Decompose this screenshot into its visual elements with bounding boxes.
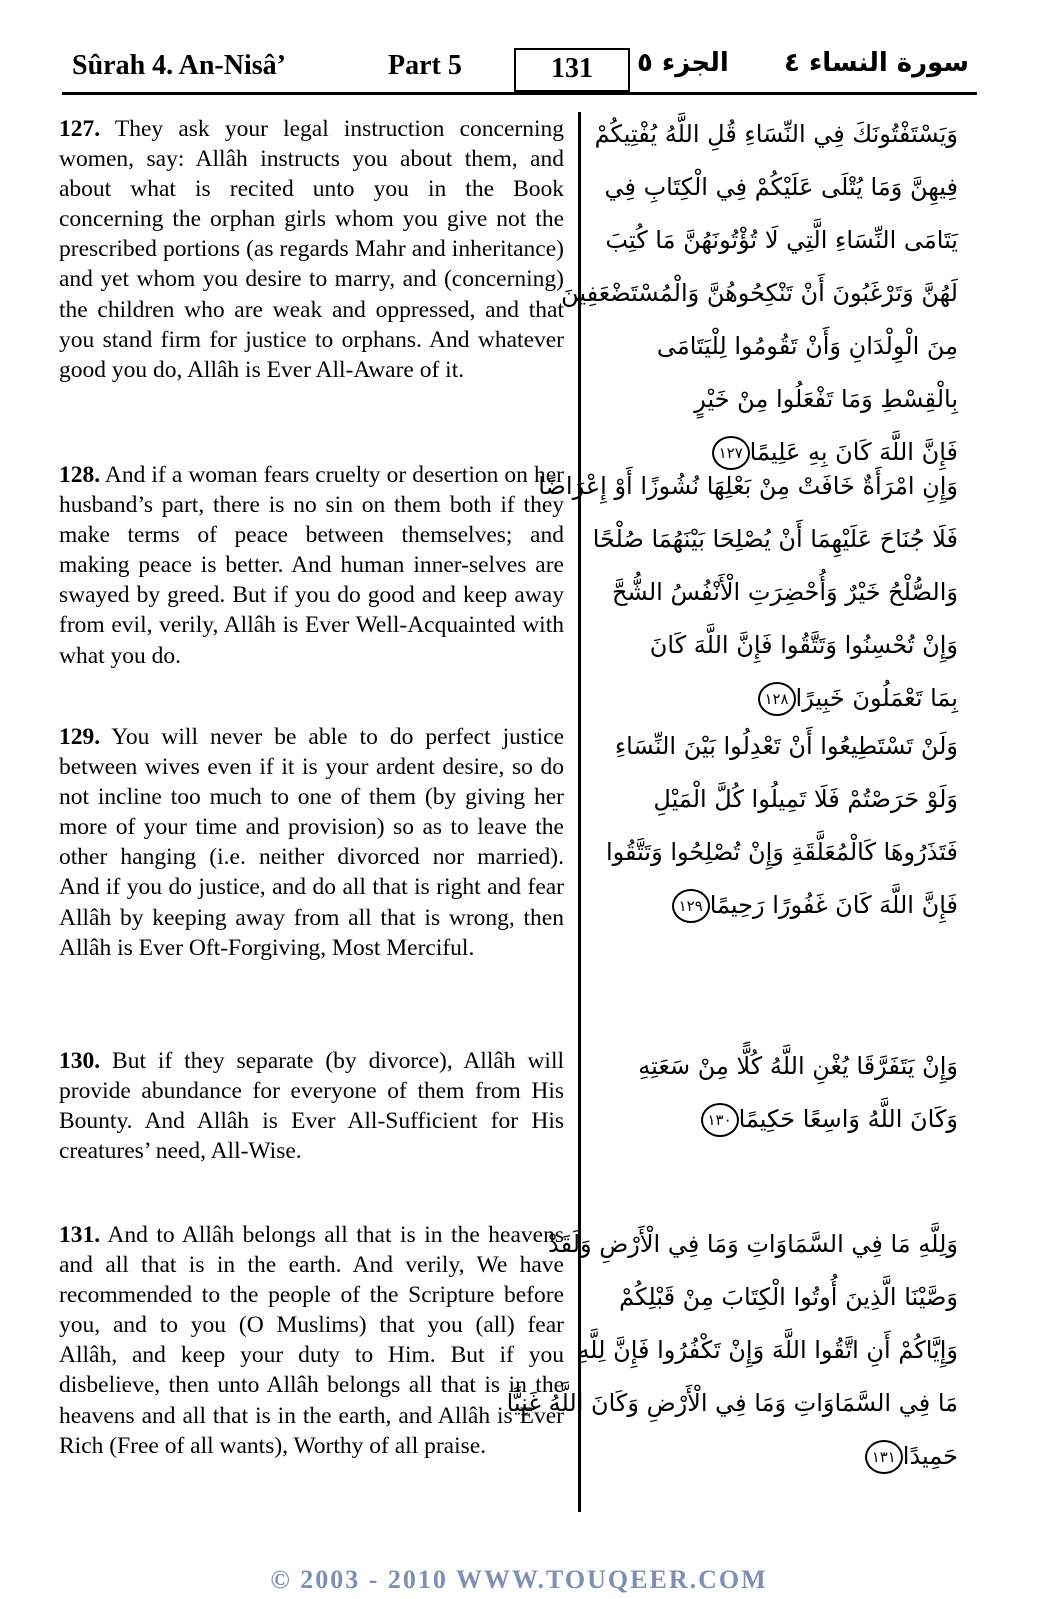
- verse-end-marker-icon: ١٢٨: [758, 682, 796, 716]
- arabic-line: يَتَامَى النِّسَاءِ الَّتِي لَا تُؤْتُونَهُنَّ مَا كُتِبَ: [605, 226, 958, 254]
- verse-end-marker-icon: ١٢٧: [712, 436, 750, 470]
- arabic-line: فِيهِنَّ وَمَا يُتْلَى عَلَيْكُمْ فِي الْكِتَابِ فِي: [604, 173, 958, 201]
- arabic-line: وَالصُّلْحُ خَيْرٌ وَأُحْضِرَتِ الْأَنْفُسُ الشُّحَّ: [611, 578, 958, 606]
- verse-end-marker-icon: ١٢٩: [672, 889, 710, 923]
- arabic-line: مَا فِي السَّمَاوَاتِ وَمَا فِي الْأَرْضِ وَكَانَ اللَّهُ غَنِيًّا: [506, 1389, 958, 1417]
- arabic-verse-130: [596, 1040, 958, 1146]
- arabic-line: وَيَسْتَفْتُونَكَ فِي النِّسَاءِ قُلِ اللَّهُ يُفْتِيكُمْ: [594, 120, 958, 148]
- arabic-line: وَإِنْ يَتَفَرَّقَا يُغْنِ اللَّهُ كُلًّا مِنْ سَعَتِهِ: [638, 1052, 958, 1080]
- verse-text: And to Allâh belongs all that is in the heavens and all that is in the earth. And verily, We have recommended to the people of the Scripture before you, and to you (O Muslims) that you (all) fear Allâh, and keep your duty to Him. But if you disbelieve, then unto Allâh belongs all that is in the heavens and all that is in the earth, and Allâh is Ever Rich (Free of all wants), Worthy of all praise.: [59, 1222, 564, 1459]
- arabic-line: لَهُنَّ وَتَرْغَبُونَ أَنْ تَنْكِحُوهُنَّ وَالْمُسْتَضْعَفِينَ: [561, 279, 958, 307]
- arabic-line: وَلَوْ حَرَصْتُمْ فَلَا تَمِيلُوا كُلَّ الْمَيْلِ: [653, 785, 958, 813]
- surah-title: Sûrah 4. An-Nisâ’: [72, 50, 286, 81]
- arabic-surah-title: سورة النساء ٤: [784, 48, 969, 78]
- arabic-line: وَلِلَّهِ مَا فِي السَّمَاوَاتِ وَمَا فِي الْأَرْضِ وَلَقَدْ: [547, 1230, 958, 1258]
- arabic-verse-129: [596, 720, 958, 932]
- arabic-line: وَإِيَّاكُمْ أَنِ اتَّقُوا اللَّهَ وَإِنْ تَكْفُرُوا فَإِنَّ لِلَّهِ: [577, 1336, 958, 1364]
- header-divider: [62, 92, 977, 95]
- arabic-line: وَإِنْ تُحْسِنُوا وَتَتَّقُوا فَإِنَّ اللَّهَ كَانَ: [649, 631, 958, 659]
- part-label: Part 5: [388, 50, 462, 81]
- arabic-line: وَإِنِ امْرَأَةٌ خَافَتْ مِنْ بَعْلِهَا نُشُوزًا أَوْ إِعْرَاضًا: [538, 472, 958, 500]
- arabic-line: فَتَذَرُوهَا كَالْمُعَلَّقَةِ وَإِنْ تُصْلِحُوا وَتَتَّقُوا: [605, 838, 958, 866]
- column-divider: [578, 112, 581, 1512]
- english-translation-column: [59, 114, 564, 1461]
- copyright-footer: © 2003 - 2010 WWW.TOUQEER.COM: [270, 1565, 768, 1594]
- verse-131-translation: [59, 1220, 564, 1461]
- verse-127-translation: [59, 114, 564, 460]
- verse-129-translation: [59, 722, 564, 1046]
- arabic-line: مِنَ الْوِلْدَانِ وَأَنْ تَقُومُوا لِلْيَتَامَى: [656, 332, 958, 360]
- verse-128-translation: [59, 460, 564, 722]
- arabic-line: [596, 1430, 958, 1483]
- verse-number: 130.: [59, 1048, 101, 1074]
- arabic-verse-128: [538, 460, 958, 725]
- page-number: 131: [514, 48, 630, 92]
- arabic-line-text: فَإِنَّ اللَّهَ كَانَ بِهِ عَلِيمًا: [749, 438, 958, 466]
- arabic-line: وَصَّيْنَا الَّذِينَ أُوتُوا الْكِتَابَ مِنْ قَبْلِكُمْ: [619, 1283, 958, 1311]
- arabic-line-text: بِمَا تَعْمَلُونَ خَبِيرًا: [795, 684, 958, 712]
- arabic-line: وَلَنْ تَسْتَطِيعُوا أَنْ تَعْدِلُوا بَيْنَ النِّسَاءِ: [614, 732, 958, 760]
- arabic-line: [596, 672, 958, 725]
- verse-number: 131.: [59, 1222, 101, 1248]
- verse-text: But if they separate (by divorce), Allâh will provide abundance for everyone of them from His Bounty. And Allâh is Ever All-Sufficient for His creatures’ need, All-Wise.: [59, 1048, 564, 1165]
- arabic-verse-127: [561, 108, 958, 479]
- page-header: [62, 42, 977, 94]
- arabic-juz-label: الجزء ٥: [637, 48, 729, 78]
- arabic-line-text: وَكَانَ اللَّهُ وَاسِعًا حَكِيمًا: [738, 1105, 958, 1133]
- verse-end-marker-icon: ١٣٠: [701, 1103, 739, 1137]
- verse-text: They ask your legal instruction concerning women, say: Allâh instructs you about them, and about what is recited unto you in the Book concerning the orphan girls whom you give not the prescribed portions (as regards Mahr and inheritance) and yet whom you desire to marry, and (concerning) the children who are weak and oppressed, and that you stand firm for justice to orphans. And whatever good you do, Allâh is Ever All-Aware of it.: [59, 116, 564, 383]
- arabic-line: [596, 1093, 958, 1146]
- verse-text: And if a woman fears cruelty or desertion on her husband’s part, there is no sin on them both if they make terms of peace between themselves; and making peace is better. And human inner-selves are swayed by greed. But if you do good and keep away from evil, verily, Allâh is Ever Well-Acquainted with what you do.: [59, 462, 564, 669]
- verse-number: 128.: [59, 462, 101, 488]
- verse-text: You will never be able to do perfect justice between wives even if it is your ardent desire, so do not incline too much to one of them (by giving her more of your time and provision) so as to leave the other hanging (i.e. neither divorced nor married). And if you do justice, and do all that is right and fear Allâh by keeping away from all that is wrong, then Allâh is Ever Oft-Forgiving, Most Merciful.: [59, 724, 564, 961]
- arabic-line-text: حَمِيدًا: [902, 1442, 958, 1470]
- arabic-line: [596, 879, 958, 932]
- verse-number: 127.: [59, 116, 101, 142]
- arabic-line-text: فَإِنَّ اللَّهَ كَانَ غَفُورًا رَحِيمًا: [709, 891, 958, 919]
- arabic-line: بِالْقِسْطِ وَمَا تَفْعَلُوا مِنْ خَيْرٍ: [694, 385, 958, 413]
- verse-130-translation: [59, 1046, 564, 1220]
- arabic-verse-131: [506, 1218, 958, 1483]
- arabic-line: فَلَا جُنَاحَ عَلَيْهِمَا أَنْ يُصْلِحَا بَيْنَهُمَا صُلْحًا: [592, 525, 958, 553]
- verse-number: 129.: [59, 724, 101, 750]
- verse-end-marker-icon: ١٣١: [865, 1440, 903, 1474]
